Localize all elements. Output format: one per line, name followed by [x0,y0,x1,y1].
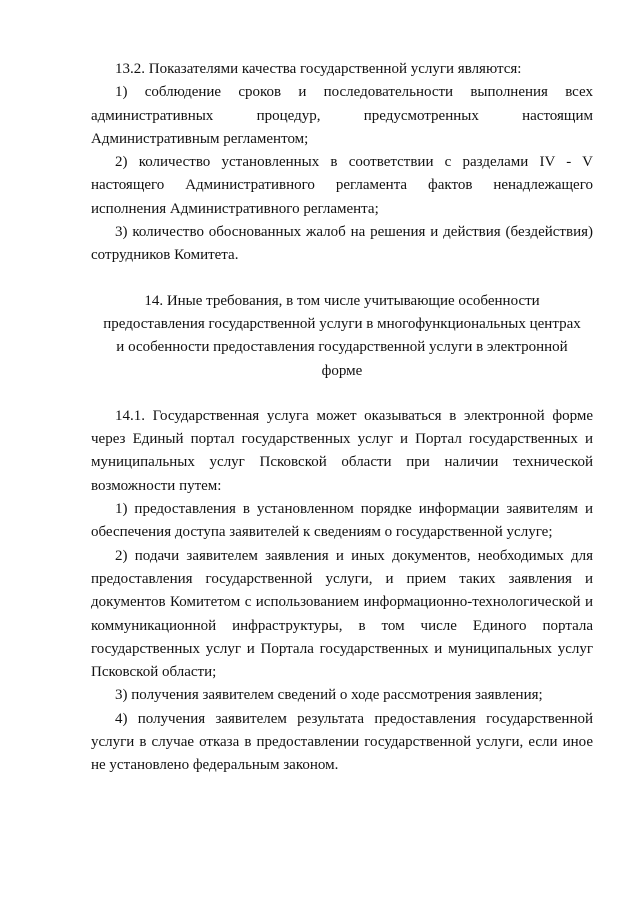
list-item-14-1-1: 1) предоставления в установленном порядке информации заявителям и обеспечения доступа заявителей к сведениям о государственной услуге; [91,501,593,541]
list-item-14-1-2: 2) подачи заявителем заявления и иных документов, необходимых для предоставления государственной услуги, и прием таких заявления и документов Комитетом с использованием информационно-технологической и коммуникационной инфраструктуры, в том числе Единого портала государственных услуг и Портала государственных и муниципальных услуг Псковской области; [91,547,593,681]
list-item-13-2-3: 3) количество обоснованных жалоб на решения и действия (бездействия) сотрудников Комитета. [91,224,593,264]
section-14-heading: 14. Иные требования, в том числе учитывающие особенности предоставления государственной услуги в многофункциональных центрах и особенности предоставления государственной услуги в электронной форме [103,292,581,379]
list-item-13-2-1: 1) соблюдение сроков и последовательности выполнения всех административных процедур, предусмотренных настоящим Административным регламентом; [91,84,593,147]
paragraph-14-1: 14.1. Государственная услуга может оказываться в электронной форме через Единый портал государственных услуг и Портал государственных и муниципальных услуг Псковской области при наличии технической возможности путем: [91,407,593,494]
list-item-14-1-4: 4) получения заявителем результата предоставления государственной услуги в случае отказа в предоставлении государственной услуги, если иное не установлено федеральным законом. [91,710,593,774]
document-body [91,58,593,778]
paragraph-13-2: 13.2. Показателями качества государственной услуги являются: [115,61,522,77]
list-item-14-1-3: 3) получения заявителем сведений о ходе рассмотрения заявления; [115,687,543,704]
list-item-13-2-2: 2) количество установленных в соответствии с разделами IV - V настоящего Административного регламента фактов ненадлежащего исполнения Административного регламента; [91,154,593,217]
